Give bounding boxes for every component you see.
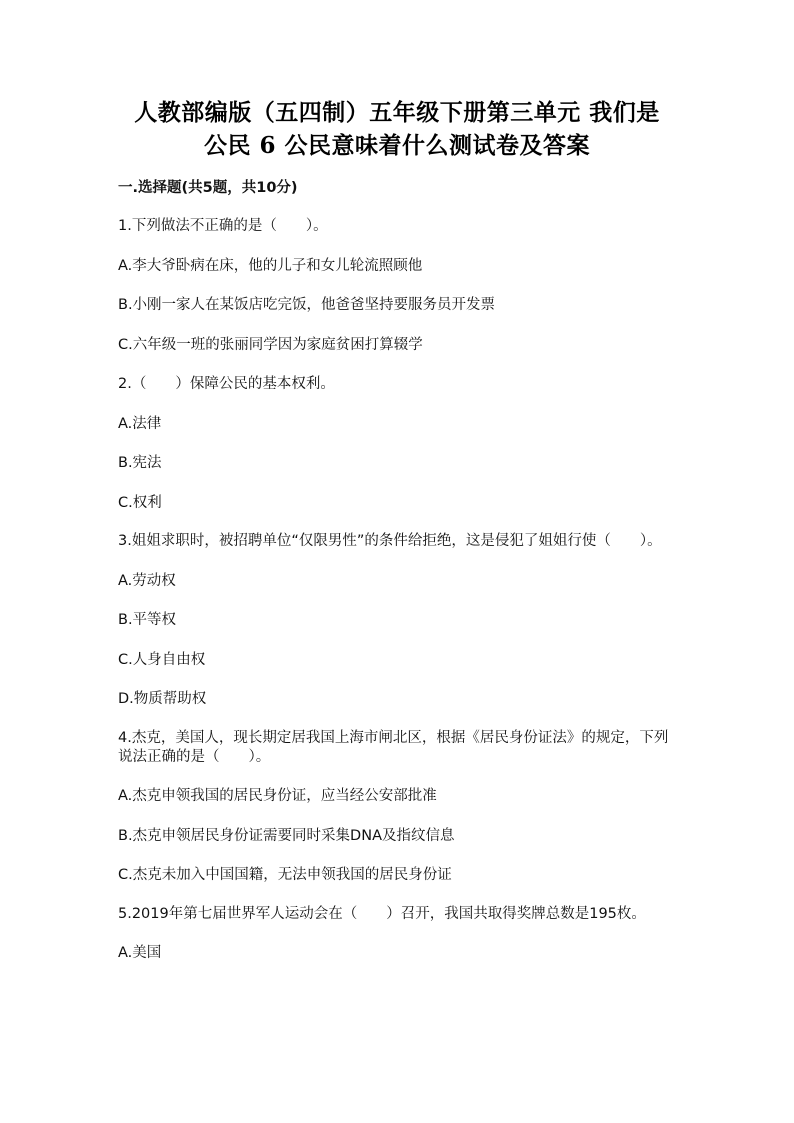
question-stem: 3.姐姐求职时，被招聘单位“仅限男性”的条件给拒绝，这是侵犯了姐姐行使（ ）。 (118, 533, 662, 549)
section-header: 一.选择题(共5题，共10分) (118, 180, 298, 196)
option-b: B.宪法 (118, 455, 162, 471)
question-3 (118, 532, 678, 709)
option-c: C.权利 (118, 494, 162, 511)
question-stem: 5.2019年第七届世界军人运动会在（ ）召开，我国共取得奖牌总数是195枚。 (118, 905, 646, 922)
option-b: B.杰克申领居民身份证需要同时采集DNA及指纹信息 (118, 827, 455, 844)
question-1 (118, 216, 678, 355)
question-2 (118, 374, 678, 513)
option-b: B.小刚一家人在某饭店吃完饭，他爸爸坚持要服务员开发票 (118, 297, 496, 313)
option-a: A.法律 (118, 415, 162, 432)
question-5 (118, 905, 678, 964)
question-stem: 4.杰克，美国人，现长期定居我国上海市闸北区，根据《居民身份证法》的规定，下列说法正确的是（ ）。 (118, 729, 669, 765)
option-a: A.美国 (118, 945, 162, 961)
option-c: C.人身自由权 (118, 651, 206, 668)
exam-content (118, 178, 678, 983)
question-stem: 2.（ ）保障公民的基本权利。 (118, 376, 335, 392)
option-b: B.平等权 (118, 612, 177, 628)
option-c: C.杰克未加入中国国籍，无法申领我国的居民身份证 (118, 867, 452, 883)
question-stem: 1.下列做法不正确的是（ ）。 (118, 218, 328, 234)
question-4 (118, 729, 678, 886)
option-a: A.李大爷卧病在床，他的儿子和女儿轮流照顾他 (118, 257, 423, 274)
document-title (0, 96, 794, 162)
option-a: A.劳动权 (118, 572, 176, 589)
title-line-2: 公民 6 公民意味着什么测试卷及答案 (203, 132, 591, 159)
option-d: D.物质帮助权 (118, 691, 207, 707)
option-c: C.六年级一班的张丽同学因为家庭贫困打算辍学 (118, 336, 423, 353)
title-line-1: 人教部编版（五四制）五年级下册第三单元 我们是 (134, 99, 660, 126)
option-a: A.杰克申领我国的居民身份证，应当经公安部批准 (118, 788, 437, 804)
